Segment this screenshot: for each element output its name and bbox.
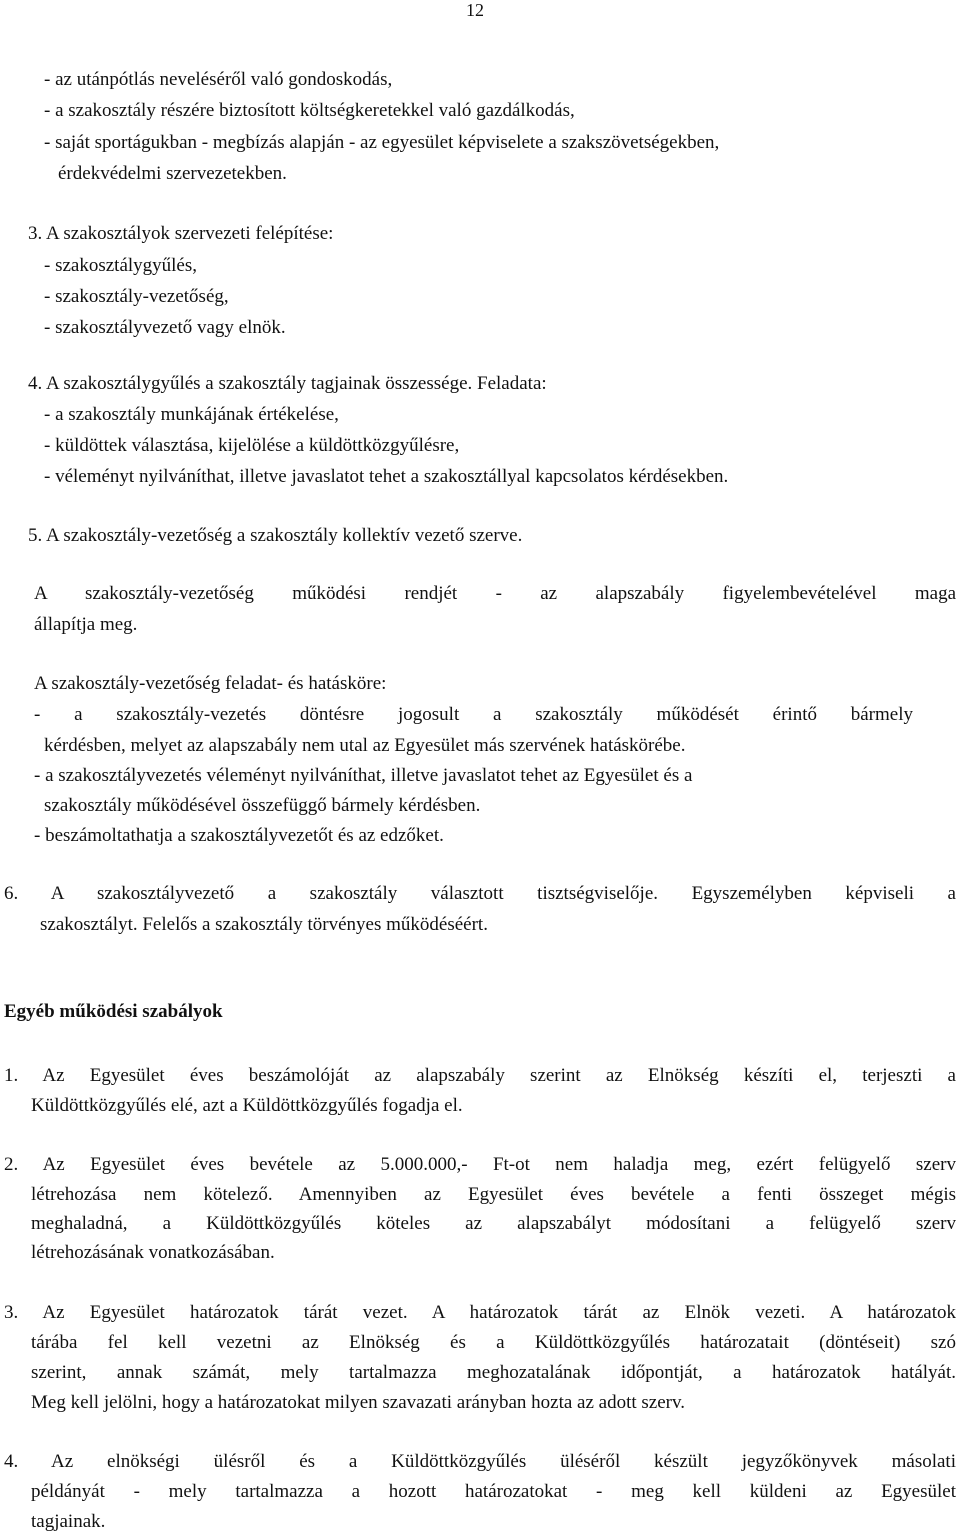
rule3-line: Meg kell jelölni, hogy a határozatokat milyen szavazati arányban hozta az adott szerv. [31,1392,685,1413]
section3-item: - szakosztályvezető vagy elnök. [44,317,286,338]
section3-item: - szakosztály-vezetőség, [44,286,229,307]
rule4-line: 4. Az elnökségi ülésről és a Küldöttközgyűlés üléséről készült jegyzőkönyvek másolati [4,1451,956,1472]
section4-item: - véleményt nyilváníthat, illetve javaslatot tehet a szakosztállyal kapcsolatos kérdésekben. [44,466,729,487]
section5-paragraph-line: A szakosztály-vezetőség működési rendjét - az alapszabály figyelembevételével maga [34,583,956,604]
rule2-line: meghaladná, a Küldöttközgyűlés köteles az alapszabályt módosítani a felügyelő szerv [31,1213,956,1234]
section4-item: - a szakosztály munkájának értékelése, [44,404,339,425]
rule3-line: tárába fel kell vezetni az Elnökség és a Küldöttközgyűlés határozatait (döntéseit) szó [31,1332,956,1353]
intro-list-item: érdekvédelmi szervezetekben. [58,163,287,184]
section4-heading: 4. A szakosztálygyűlés a szakosztály tagjainak összessége. Feladata: [28,373,547,394]
section5-heading: 5. A szakosztály-vezetőség a szakosztály kollektív vezető szerve. [28,525,523,546]
section6-line: szakosztályt. Felelős a szakosztály törvényes működéséért. [40,914,488,935]
rule4-line: tagjainak. [31,1511,106,1532]
section3-heading: 3. A szakosztályok szervezeti felépítése: [28,223,334,244]
section5-duty-line: szakosztály működésével összefüggő bármely kérdésben. [44,795,481,816]
section5-duty-line: kérdésben, melyet az alapszabály nem utal az Egyesület más szervének hatáskörébe. [44,735,686,756]
section5-duty-line: - a szakosztály-vezetés döntésre jogosult a szakosztály működését érintő bármely [34,704,913,725]
section3-item: - szakosztálygyűlés, [44,255,198,276]
section5-duty-line: - a szakosztályvezetés véleményt nyilváníthat, illetve javaslatot tehet az Egyesület és a [34,765,693,786]
rule3-line: szerint, annak számát, mely tartalmazza meghozatalának időpontját, a határozatok hatályát. [31,1362,956,1383]
intro-list-item: - saját sportágukban - megbízás alapján - az egyesület képviselete a szakszövetségekben, [44,132,720,153]
section6-line: 6. A szakosztályvezető a szakosztály választott tisztségviselője. Egyszemélyben képviseli a [4,883,956,904]
rule2-line: létrehozásának vonatkozásában. [31,1242,275,1263]
intro-list-item: - a szakosztály részére biztosított költségkeretekkel való gazdálkodás, [44,100,575,121]
intro-list-item: - az utánpótlás neveléséről való gondoskodás, [44,69,393,90]
rule3-line: 3. Az Egyesület határozatok tárát vezet. A határozatok tárát az Elnök vezeti. A határozatok [4,1302,956,1323]
section4-item: - küldöttek választása, kijelölése a küldöttközgyűlésre, [44,435,460,456]
rule2-line: 2. Az Egyesület éves bevétele az 5.000.000,- Ft-ot nem haladja meg, ezért felügyelő szerv [4,1154,956,1175]
section5-paragraph-line: állapítja meg. [34,614,138,635]
section5-duty-line: - beszámoltathatja a szakosztályvezetőt és az edzőket. [34,825,444,846]
section5-duties-heading: A szakosztály-vezetőség feladat- és hatásköre: [34,673,387,694]
page-number: 12 [466,0,484,20]
rule1-line: 1. Az Egyesület éves beszámolóját az alapszabály szerint az Elnökség készíti el, terjeszti a [4,1065,956,1086]
other-rules-title: Egyéb működési szabályok [4,1001,223,1022]
rule2-line: létrehozása nem kötelező. Amennyiben az Egyesület éves bevétele a fenti összeget mégis [31,1184,956,1205]
rule1-line: Küldöttközgyűlés elé, azt a Küldöttközgyűlés fogadja el. [31,1095,463,1116]
rule4-line: példányát - mely tartalmazza a hozott határozatokat - meg kell küldeni az Egyesület [31,1481,956,1502]
